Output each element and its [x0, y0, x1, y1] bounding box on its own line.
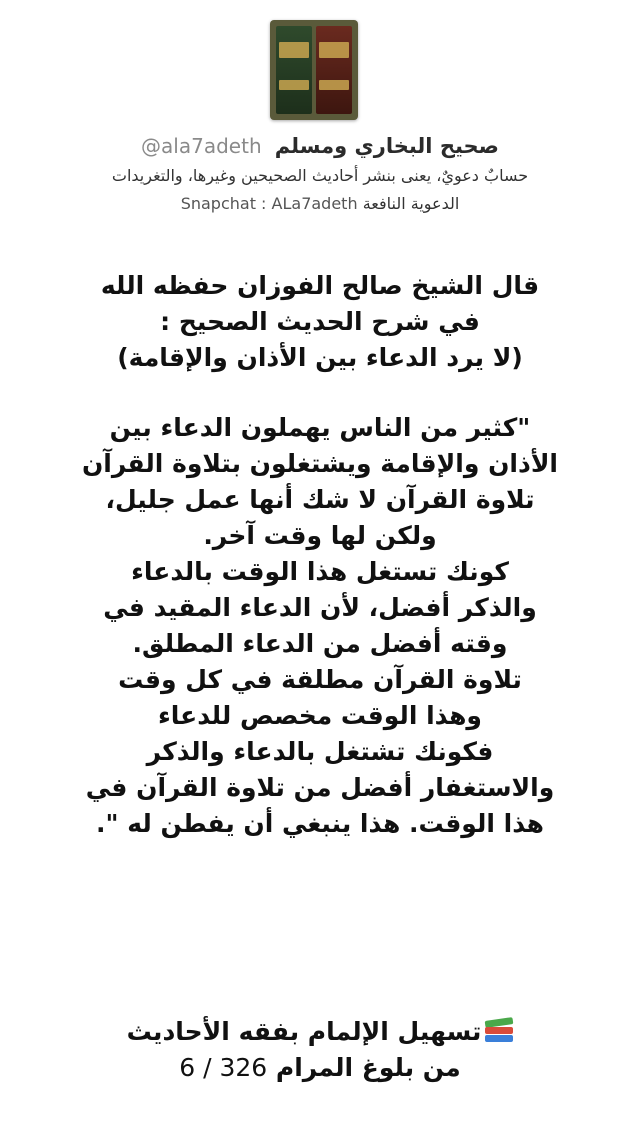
footer-title: تسهيل الإلمام بفقه الأحاديث: [126, 1017, 482, 1046]
quote-line: قال الشيخ صالح الفوزان حفظه الله: [100, 271, 540, 300]
profile-name-row: [0, 134, 640, 158]
footer-source-line: [179, 1053, 461, 1082]
quote-body: [0, 268, 640, 842]
quote-line: تلاوة القرآن لا شك أنها عمل جليل،: [105, 485, 535, 514]
quote-line: وهذا الوقت مخصص للدعاء: [158, 701, 482, 730]
profile-bio-line-2-arabic: الدعوية النافعة: [362, 194, 460, 213]
quote-line: وقته أفضل من الدعاء المطلق.: [132, 629, 508, 658]
footer-source: من بلوغ المرام: [275, 1053, 461, 1082]
quote-line: ولكن لها وقت آخر.: [203, 521, 437, 550]
quote-line: (لا يرد الدعاء بين الأذان والإقامة): [117, 343, 523, 372]
profile-bio-line-2: [0, 194, 640, 213]
quote-line: هذا الوقت. هذا ينبغي أن يفطن له ".: [96, 809, 544, 838]
footer-title-line: [127, 1017, 514, 1046]
quote-line: "كثير من الناس يهملون الدعاء بين: [109, 413, 531, 442]
book-cover-icon: [276, 26, 312, 114]
profile-header: [0, 0, 640, 230]
profile-name[interactable]: صحيح البخاري ومسلم: [274, 134, 499, 158]
profile-avatar[interactable]: [270, 20, 358, 120]
quote-line: تلاوة القرآن مطلقة في كل وقت: [118, 665, 522, 694]
footer-page-ref: 6 / 326: [179, 1053, 268, 1082]
quote-line: كونك تستغل هذا الوقت بالدعاء: [131, 557, 509, 586]
quote-line: الأذان والإقامة ويشتغلون بتلاوة القرآن: [81, 449, 559, 478]
book-cover-icon: [316, 26, 352, 114]
quote-line: والذكر أفضل، لأن الدعاء المقيد في: [103, 593, 537, 622]
source-footer: [0, 1014, 640, 1086]
profile-handle[interactable]: @ala7adeth: [141, 134, 262, 158]
blank-line: [0, 376, 640, 410]
profile-snapchat: Snapchat : ALa7adeth: [180, 194, 358, 213]
quote-line: في شرح الحديث الصحيح :: [160, 307, 480, 336]
quote-line: والاستغفار أفضل من تلاوة القرآن في: [85, 773, 555, 802]
books-icon: [485, 1019, 513, 1043]
profile-bio-line-1: حسابٌ دعويٌ، يعنى بنشر أحاديث الصحيحين وغيرها، والتغريدات: [111, 166, 529, 185]
quote-line: فكونك تشتغل بالدعاء والذكر: [146, 737, 494, 766]
